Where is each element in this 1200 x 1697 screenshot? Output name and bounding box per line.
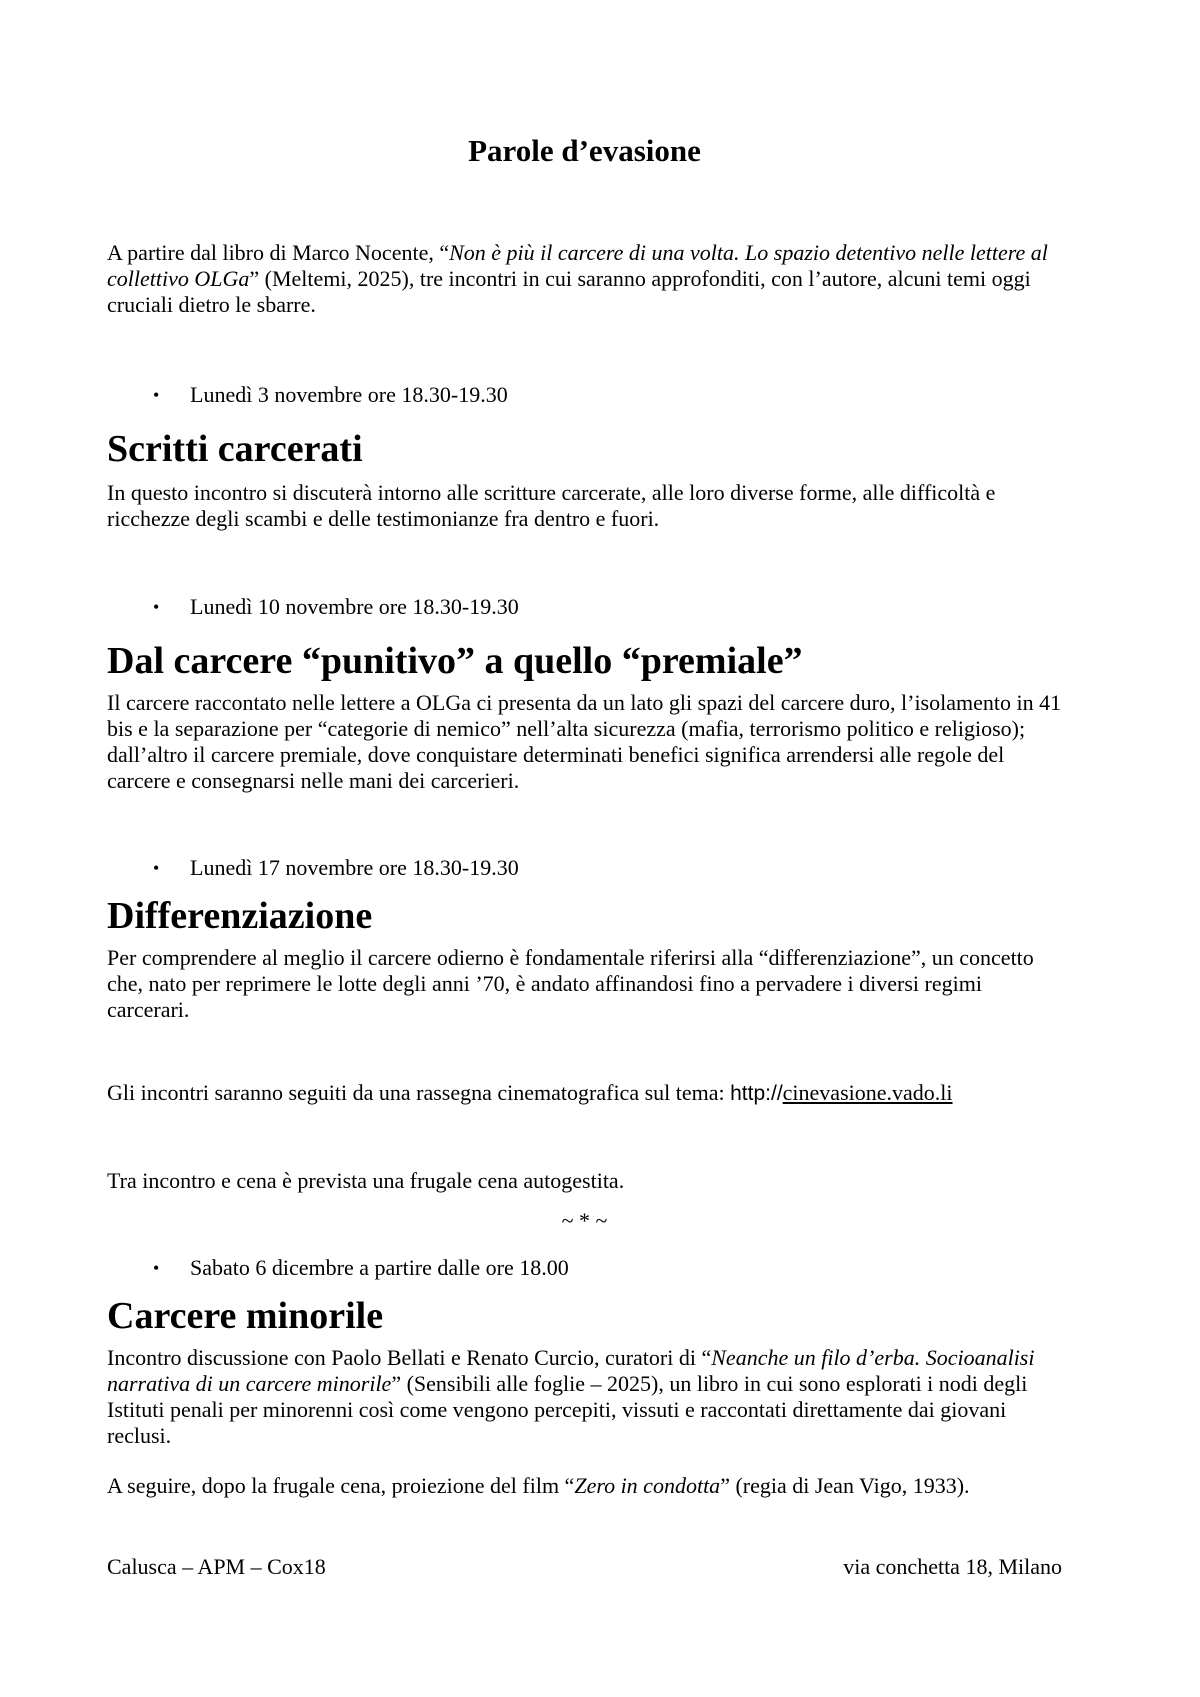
session-2-heading: Dal carcere “punitivo” a quello “premiale”: [107, 640, 803, 682]
bullet-icon: •: [153, 858, 160, 878]
footer-address: via conchetta 18, Milano: [843, 1554, 1062, 1579]
cinevasione-link[interactable]: cinevasione.vado.li: [782, 1080, 953, 1105]
session-1-description: [107, 480, 1062, 532]
document-content: [107, 128, 1062, 1580]
special-event-description: [107, 1345, 1062, 1449]
session-1-date-item: [107, 382, 1062, 408]
special-event-heading: Carcere minorile: [107, 1295, 384, 1337]
special-event-date: Sabato 6 dicembre a partire dalle ore 18.00: [190, 1255, 569, 1280]
bullet-icon: •: [153, 385, 160, 405]
document-title: Parole d’evasione: [468, 133, 701, 168]
dinner-note: Tra incontro e cena è prevista una frugale cena autogestita.: [107, 1168, 625, 1193]
bullet-icon: •: [153, 1258, 160, 1278]
session-3-date: Lunedì 17 novembre ore 18.30-19.30: [190, 855, 519, 880]
session-2-date: Lunedì 10 novembre ore 18.30-19.30: [190, 594, 519, 619]
text-segment: ” (Meltemi, 2025), tre incontri in cui saranno approfonditi, con l’autore, alcuni temi oggi cruciali dietro le sbarre.: [107, 266, 1031, 317]
text-segment: Il carcere raccontato nelle lettere a OLGa ci presenta da un lato gli spazi del carcere duro, l’isolamento in 41 bis e la separazione per “categorie di nemico” nell’alta sicurezza (mafia, terrorismo politico e religioso); dall’altro il carcere premiale, dove conquistare determinati benefici significa arrendersi alle regole del carcere e consegnarsi nelle mani dei carcerieri.: [107, 690, 1062, 793]
text-segment: Non è più il carcere di una volta. Lo spazio detentivo nelle lettere al collettivo OLGa: [107, 240, 1048, 291]
text-segment: A seguire, dopo la frugale cena, proiezione del film “: [107, 1473, 575, 1498]
text-segment: Neanche un filo d’erba. Socioanalisi narrativa di un carcere minorile: [107, 1345, 1035, 1396]
text-segment: Incontro discussione con Paolo Bellati e Renato Curcio, curatori di “: [107, 1345, 712, 1370]
film-series-note: [107, 1080, 1062, 1107]
document-footer: [107, 1554, 1062, 1580]
text-segment: http://: [730, 1082, 783, 1105]
film-screening-line: [107, 1473, 1062, 1499]
session-3-description: [107, 945, 1062, 1023]
footer-venue: Calusca – APM – Cox18: [107, 1554, 326, 1579]
text-segment: In questo incontro si discuterà intorno alle scritture carcerate, alle loro diverse forme, alle difficoltà e ricchezze degli scambi e delle testimonianze fra dentro e fuori.: [107, 480, 996, 531]
text-segment: Zero in condotta: [574, 1473, 721, 1498]
text-segment: A partire dal libro di Marco Nocente, “: [107, 240, 450, 265]
session-3-heading: Differenziazione: [107, 895, 373, 937]
session-1-heading: Scritti carcerati: [107, 428, 363, 470]
intro-paragraph: [107, 240, 1062, 318]
session-3-date-item: [107, 855, 1062, 881]
session-2-date-item: [107, 594, 1062, 620]
session-1-date: Lunedì 3 novembre ore 18.30-19.30: [190, 382, 508, 407]
text-segment: ” (Sensibili alle foglie – 2025), un libro in cui sono esplorati i nodi degli Istituti penali per minorenni così come vengono percepiti, vissuti e raccontati direttamente dai giovani reclusi.: [107, 1371, 1028, 1448]
session-2-description: [107, 690, 1062, 794]
text-segment: ” (regia di Jean Vigo, 1933).: [720, 1473, 970, 1498]
bullet-icon: •: [153, 597, 160, 617]
special-event-date-item: [107, 1255, 1062, 1281]
text-segment: Gli incontri saranno seguiti da una rassegna cinematografica sul tema:: [107, 1080, 731, 1105]
text-segment: Per comprendere al meglio il carcere odierno è fondamentale riferirsi alla “differenziazione”, un concetto che, nato per reprimere le lotte degli anni ’70, è andato affinandosi fino a pervadere i diversi regimi carcerari.: [107, 945, 1034, 1022]
section-separator: ~ * ~: [561, 1208, 608, 1233]
